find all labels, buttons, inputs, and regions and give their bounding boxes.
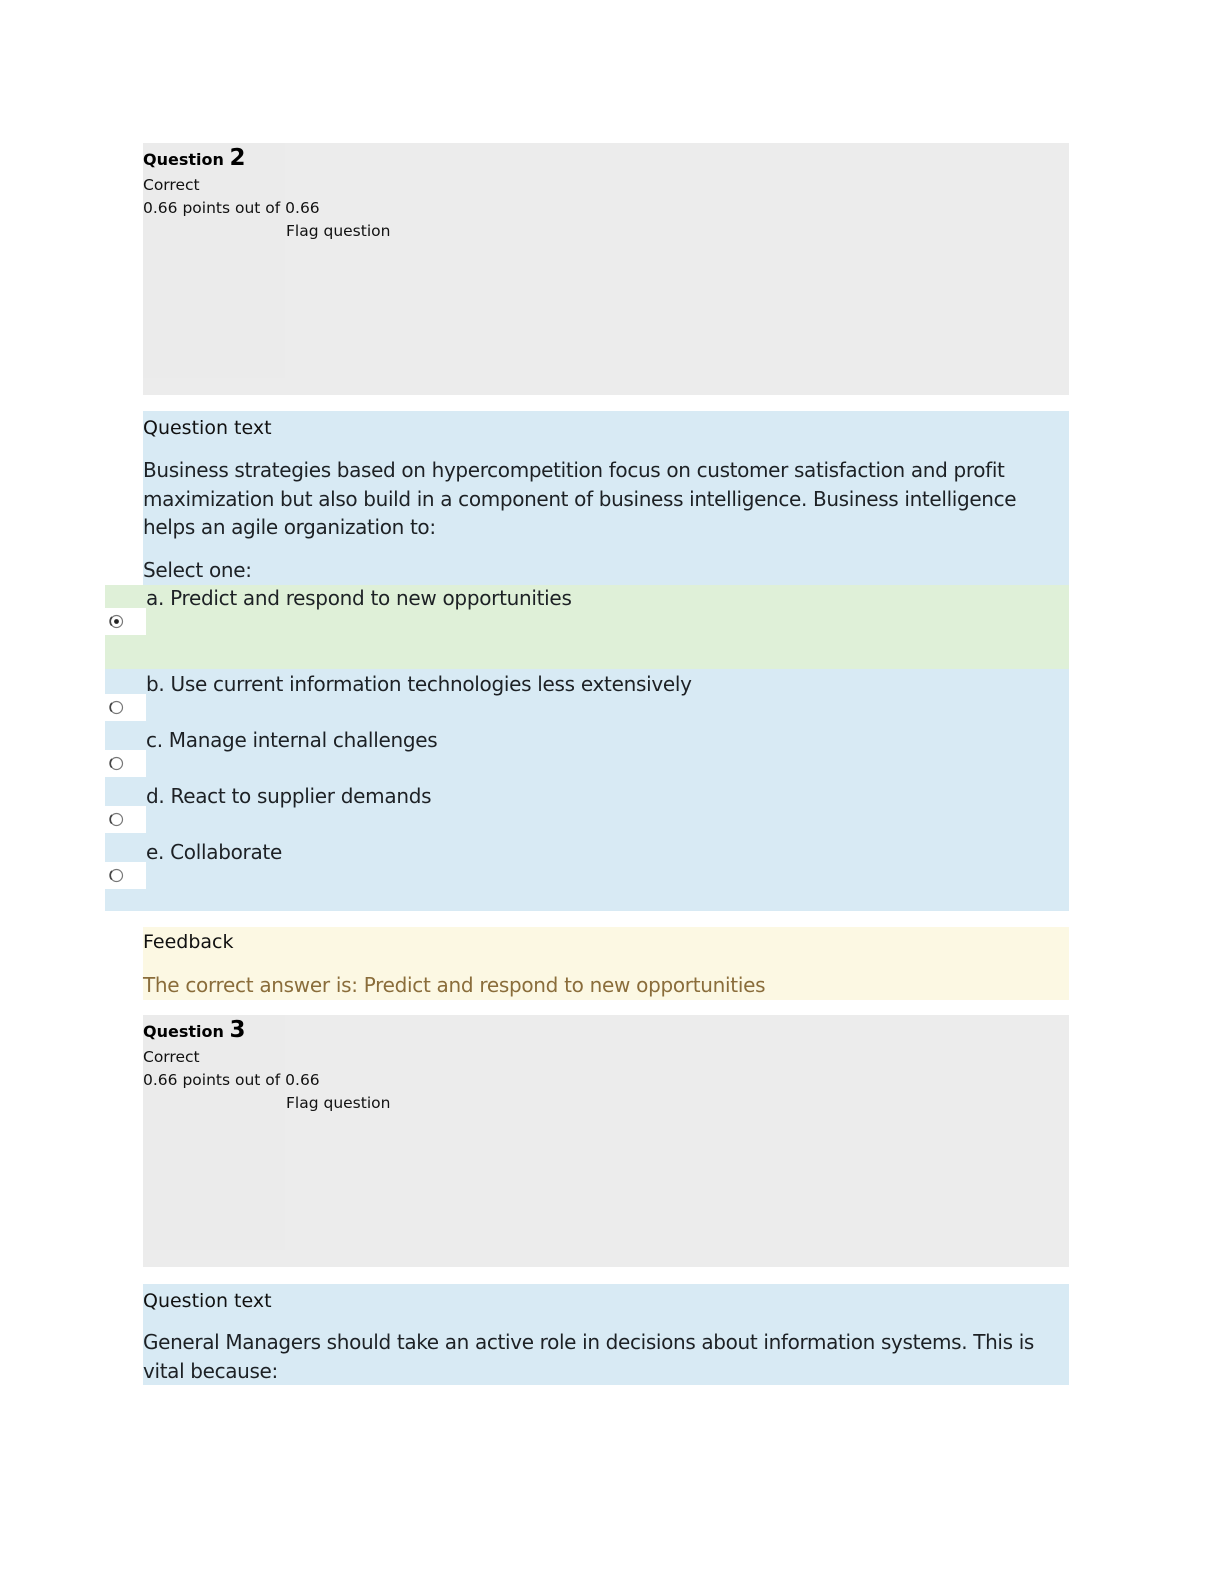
answer-option-b[interactable] [105,671,1069,725]
answer-label[interactable]: c. Manage internal challenges [146,728,438,752]
question-text: Business strategies based on hypercompetition focus on customer satisfaction and profit maximization but also build in a component of business intelligence. Business intelligence helps an agile organization to: [143,458,1017,539]
radio-cell [105,862,146,889]
question-label-text: Question [143,150,224,169]
question-3-info [143,1015,1069,1267]
radio-unchecked-icon[interactable] [109,868,124,883]
answer-option-e[interactable] [105,839,1069,893]
answer-option-c[interactable] [105,727,1069,781]
select-one-prompt: Select one: [143,558,252,582]
question-2-feedback [143,927,1069,1000]
question-text-heading: Question text [143,417,272,439]
radio-cell [105,608,146,635]
radio-cell [105,806,146,833]
radio-cell [105,694,146,721]
radio-cell [105,750,146,777]
feedback-text: The correct answer is: Predict and respond to new opportunities [143,973,766,997]
radio-unchecked-icon[interactable] [109,700,124,715]
question-3-label [143,1017,245,1043]
question-2-state: Correct [143,176,200,194]
question-2-flag-button[interactable]: Flag question [286,222,391,240]
question-number: 3 [229,1017,246,1043]
feedback-heading: Feedback [143,931,234,953]
question-2-grade: 0.66 points out of 0.66 [143,199,320,217]
question-label-text: Question [143,1022,224,1041]
question-3-grade: 0.66 points out of 0.66 [143,1071,320,1089]
question-number: 2 [229,145,246,171]
question-3-formulation [143,1284,1069,1385]
question-2-info [143,143,1069,395]
question-3-flag-button[interactable]: Flag question [286,1094,391,1112]
question-text-heading: Question text [143,1290,272,1312]
answer-option-a[interactable] [105,585,1069,669]
question-text: General Managers should take an active role in decisions about information systems. This is vital because: [143,1330,1034,1383]
radio-unchecked-icon[interactable] [109,756,124,771]
answer-label[interactable]: b. Use current information technologies less extensively [146,672,692,696]
answer-label[interactable]: e. Collaborate [146,840,282,864]
answer-option-d[interactable] [105,783,1069,837]
answer-label[interactable]: a. Predict and respond to new opportunities [146,586,572,610]
question-3-state: Correct [143,1048,200,1066]
question-2-label [143,145,245,171]
answer-label[interactable]: d. React to supplier demands [146,784,432,808]
radio-checked-icon[interactable] [109,614,124,629]
radio-unchecked-icon[interactable] [109,812,124,827]
